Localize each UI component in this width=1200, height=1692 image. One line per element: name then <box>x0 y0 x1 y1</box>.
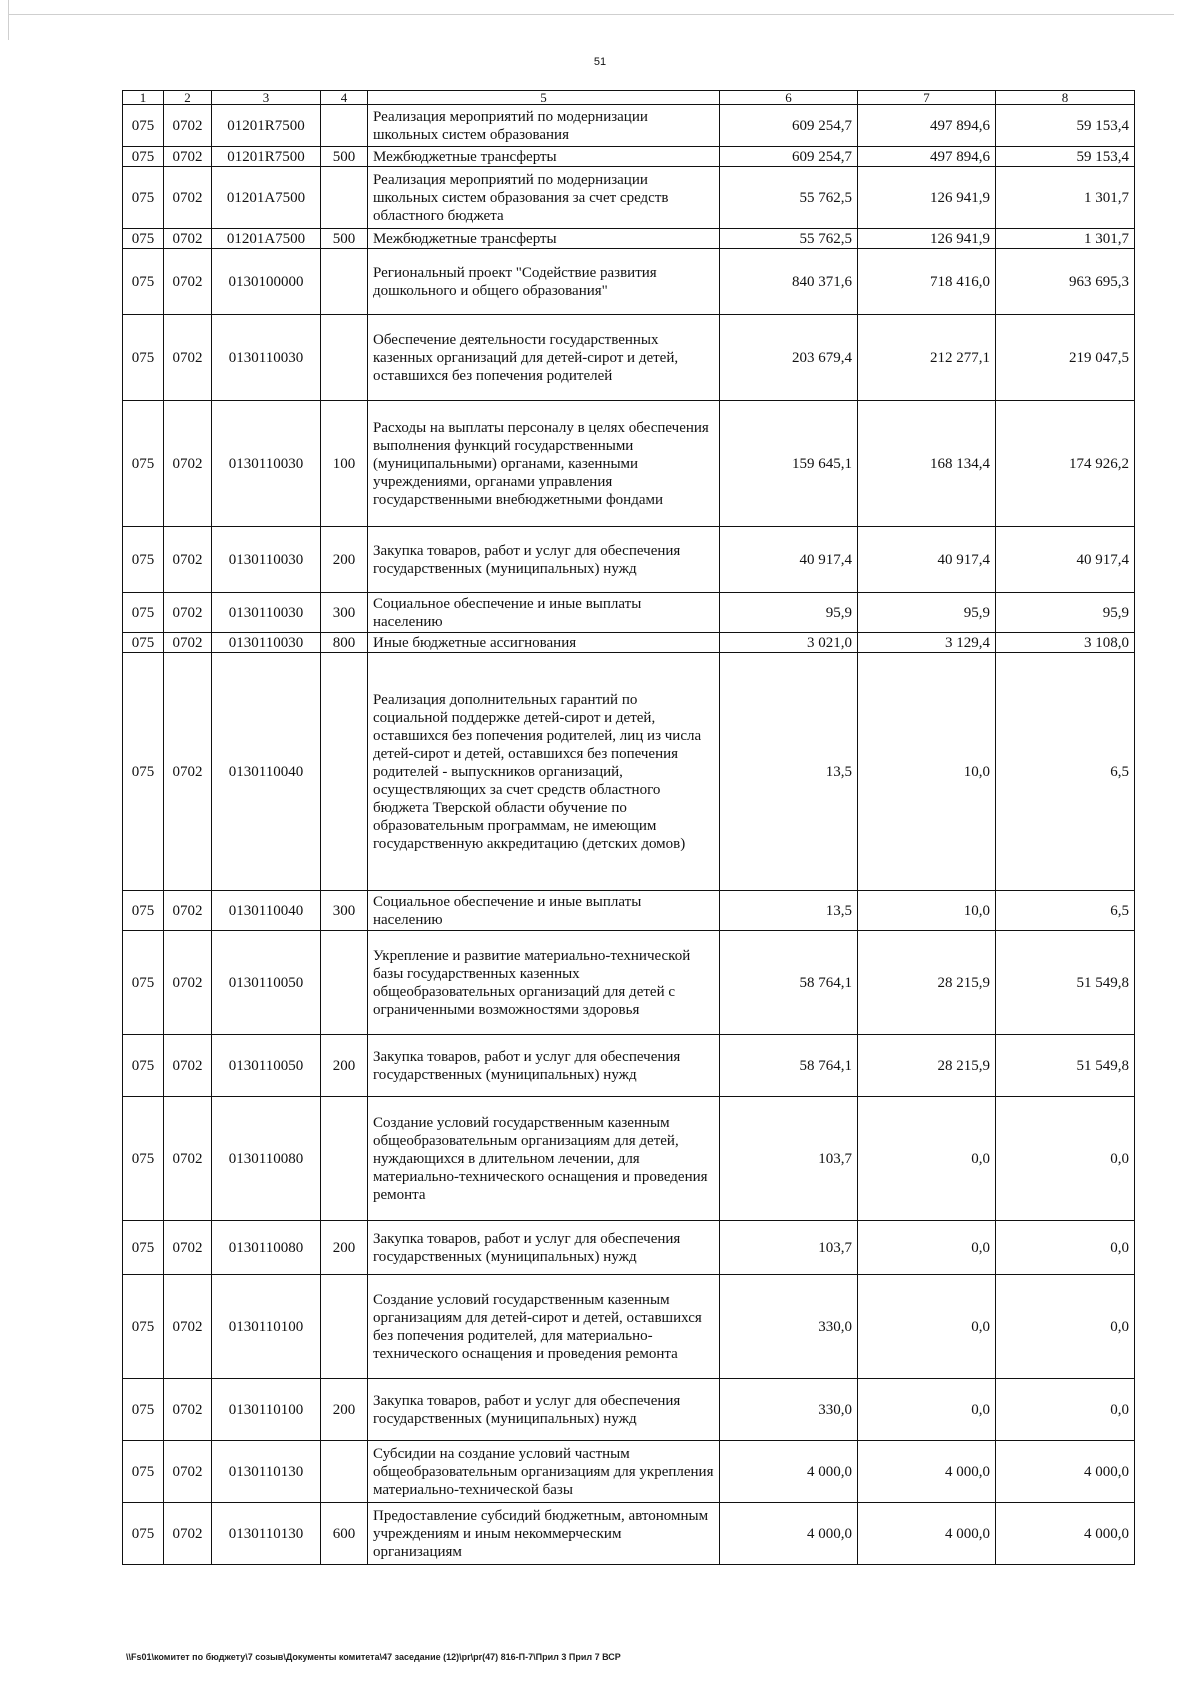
expense-type-code <box>321 1097 368 1221</box>
target-article-code: 0130110080 <box>212 1097 321 1221</box>
table-row <box>123 1035 1135 1097</box>
target-article-code: 0130110100 <box>212 1275 321 1379</box>
amount-year-2: 40 917,4 <box>858 527 996 593</box>
table-row <box>123 167 1135 229</box>
expense-type-code: 500 <box>321 147 368 167</box>
ministry-code: 075 <box>123 1221 164 1275</box>
item-description: Социальное обеспечение и иные выплаты населению <box>368 891 720 931</box>
amount-year-2: 497 894,6 <box>858 147 996 167</box>
target-article-code: 01201R7500 <box>212 105 321 147</box>
ministry-code: 075 <box>123 167 164 229</box>
section-code: 0702 <box>164 1503 212 1565</box>
item-description: Расходы на выплаты персоналу в целях обеспечения выполнения функций государственными (муниципальными) органами, казенными учреждениями, органами управления государственными внебюджетными фондами <box>368 401 720 527</box>
table-row <box>123 1441 1135 1503</box>
amount-year-2: 126 941,9 <box>858 167 996 229</box>
section-code: 0702 <box>164 653 212 891</box>
ministry-code: 075 <box>123 147 164 167</box>
amount-year-1: 55 762,5 <box>720 167 858 229</box>
item-description: Укрепление и развитие материально-технической базы государственных казенных общеобразовательных организаций для детей с ограниченными возможностями здоровья <box>368 931 720 1035</box>
amount-year-3: 51 549,8 <box>996 931 1135 1035</box>
expense-type-code: 600 <box>321 1503 368 1565</box>
target-article-code: 0130110040 <box>212 653 321 891</box>
amount-year-2: 3 129,4 <box>858 633 996 653</box>
expense-type-code: 200 <box>321 1035 368 1097</box>
amount-year-1: 159 645,1 <box>720 401 858 527</box>
amount-year-1: 840 371,6 <box>720 249 858 315</box>
item-description: Субсидии на создание условий частным общеобразовательным организациям для укрепления материально-технической базы <box>368 1441 720 1503</box>
column-header: 6 <box>720 91 858 105</box>
amount-year-3: 0,0 <box>996 1097 1135 1221</box>
column-header: 3 <box>212 91 321 105</box>
section-code: 0702 <box>164 105 212 147</box>
ministry-code: 075 <box>123 1379 164 1441</box>
amount-year-3: 174 926,2 <box>996 401 1135 527</box>
amount-year-1: 609 254,7 <box>720 105 858 147</box>
table-row <box>123 401 1135 527</box>
table-row <box>123 1503 1135 1565</box>
section-code: 0702 <box>164 1221 212 1275</box>
amount-year-1: 13,5 <box>720 891 858 931</box>
table-row <box>123 527 1135 593</box>
amount-year-3: 95,9 <box>996 593 1135 633</box>
expense-type-code <box>321 653 368 891</box>
amount-year-3: 1 301,7 <box>996 167 1135 229</box>
column-header: 1 <box>123 91 164 105</box>
item-description: Реализация дополнительных гарантий по социальной поддержке детей-сирот и детей, оставшихся без попечения родителей, лиц из числа детей-сирот и детей, оставшихся без попечения родителей - выпускников организаций, осуществляющих за счет средств областного бюджета Тверской области обучение по образовательным программам, не имеющим государственную аккредитацию (детских домов) <box>368 653 720 891</box>
item-description: Социальное обеспечение и иные выплаты населению <box>368 593 720 633</box>
expense-type-code: 300 <box>321 891 368 931</box>
amount-year-2: 0,0 <box>858 1275 996 1379</box>
table-row <box>123 931 1135 1035</box>
amount-year-3: 963 695,3 <box>996 249 1135 315</box>
target-article-code: 0130110040 <box>212 891 321 931</box>
expense-type-code <box>321 315 368 401</box>
amount-year-1: 3 021,0 <box>720 633 858 653</box>
amount-year-3: 3 108,0 <box>996 633 1135 653</box>
table-row <box>123 105 1135 147</box>
table-row <box>123 147 1135 167</box>
table-row <box>123 249 1135 315</box>
ministry-code: 075 <box>123 249 164 315</box>
item-description: Закупка товаров, работ и услуг для обеспечения государственных (муниципальных) нужд <box>368 1221 720 1275</box>
expense-type-code <box>321 167 368 229</box>
amount-year-3: 6,5 <box>996 653 1135 891</box>
section-code: 0702 <box>164 633 212 653</box>
amount-year-2: 0,0 <box>858 1221 996 1275</box>
expense-type-code: 500 <box>321 229 368 249</box>
section-code: 0702 <box>164 1035 212 1097</box>
ministry-code: 075 <box>123 105 164 147</box>
amount-year-1: 13,5 <box>720 653 858 891</box>
expense-type-code: 800 <box>321 633 368 653</box>
target-article-code: 0130110080 <box>212 1221 321 1275</box>
budget-table <box>122 90 1135 1565</box>
ministry-code: 075 <box>123 931 164 1035</box>
item-description: Создание условий государственным казенным общеобразовательным организациям для детей, нуждающихся в длительном лечении, для материально-технического оснащения и проведения ремонта <box>368 1097 720 1221</box>
section-code: 0702 <box>164 1379 212 1441</box>
target-article-code: 0130110030 <box>212 633 321 653</box>
item-description: Межбюджетные трансферты <box>368 229 720 249</box>
column-header: 7 <box>858 91 996 105</box>
target-article-code: 01201R7500 <box>212 147 321 167</box>
expense-type-code <box>321 249 368 315</box>
target-article-code: 0130110050 <box>212 931 321 1035</box>
amount-year-2: 28 215,9 <box>858 1035 996 1097</box>
section-code: 0702 <box>164 1097 212 1221</box>
table-row <box>123 633 1135 653</box>
amount-year-3: 4 000,0 <box>996 1441 1135 1503</box>
ministry-code: 075 <box>123 527 164 593</box>
ministry-code: 075 <box>123 1275 164 1379</box>
target-article-code: 0130110050 <box>212 1035 321 1097</box>
item-description: Закупка товаров, работ и услуг для обеспечения государственных (муниципальных) нужд <box>368 1035 720 1097</box>
amount-year-2: 212 277,1 <box>858 315 996 401</box>
ministry-code: 075 <box>123 1503 164 1565</box>
target-article-code: 0130110100 <box>212 1379 321 1441</box>
section-code: 0702 <box>164 891 212 931</box>
amount-year-1: 330,0 <box>720 1379 858 1441</box>
amount-year-2: 126 941,9 <box>858 229 996 249</box>
section-code: 0702 <box>164 593 212 633</box>
target-article-code: 0130110030 <box>212 401 321 527</box>
section-code: 0702 <box>164 249 212 315</box>
table-row <box>123 1275 1135 1379</box>
ministry-code: 075 <box>123 633 164 653</box>
expense-type-code <box>321 1441 368 1503</box>
amount-year-1: 609 254,7 <box>720 147 858 167</box>
section-code: 0702 <box>164 315 212 401</box>
ministry-code: 075 <box>123 229 164 249</box>
amount-year-2: 497 894,6 <box>858 105 996 147</box>
column-header: 8 <box>996 91 1135 105</box>
target-article-code: 01201A7500 <box>212 167 321 229</box>
item-description: Закупка товаров, работ и услуг для обеспечения государственных (муниципальных) нужд <box>368 527 720 593</box>
amount-year-2: 10,0 <box>858 891 996 931</box>
item-description: Обеспечение деятельности государственных казенных организаций для детей-сирот и детей, оставшихся без попечения родителей <box>368 315 720 401</box>
table-row <box>123 1379 1135 1441</box>
item-description: Реализация мероприятий по модернизации школьных систем образования за счет средств областного бюджета <box>368 167 720 229</box>
amount-year-3: 51 549,8 <box>996 1035 1135 1097</box>
table-row <box>123 1097 1135 1221</box>
ministry-code: 075 <box>123 1035 164 1097</box>
expense-type-code <box>321 105 368 147</box>
target-article-code: 0130110130 <box>212 1441 321 1503</box>
amount-year-3: 219 047,5 <box>996 315 1135 401</box>
section-code: 0702 <box>164 527 212 593</box>
ministry-code: 075 <box>123 653 164 891</box>
target-article-code: 01201A7500 <box>212 229 321 249</box>
expense-type-code: 200 <box>321 527 368 593</box>
item-description: Региональный проект "Содействие развития дошкольного и общего образования" <box>368 249 720 315</box>
section-code: 0702 <box>164 401 212 527</box>
section-code: 0702 <box>164 147 212 167</box>
amount-year-1: 55 762,5 <box>720 229 858 249</box>
item-description: Предоставление субсидий бюджетным, автономным учреждениям и иным некоммерческим организациям <box>368 1503 720 1565</box>
ministry-code: 075 <box>123 315 164 401</box>
section-code: 0702 <box>164 1275 212 1379</box>
amount-year-2: 95,9 <box>858 593 996 633</box>
item-description: Иные бюджетные ассигнования <box>368 633 720 653</box>
section-code: 0702 <box>164 1441 212 1503</box>
section-code: 0702 <box>164 167 212 229</box>
table-row <box>123 653 1135 891</box>
ministry-code: 075 <box>123 891 164 931</box>
amount-year-1: 103,7 <box>720 1221 858 1275</box>
item-description: Создание условий государственным казенным организациям для детей-сирот и детей, оставшихся без попечения родителей, для материально-технического оснащения и проведения ремонта <box>368 1275 720 1379</box>
table-row <box>123 593 1135 633</box>
target-article-code: 0130110030 <box>212 527 321 593</box>
ministry-code: 075 <box>123 593 164 633</box>
target-article-code: 0130110130 <box>212 1503 321 1565</box>
header-row <box>123 91 1135 105</box>
page-edge-line <box>8 14 1174 15</box>
expense-type-code: 300 <box>321 593 368 633</box>
amount-year-2: 4 000,0 <box>858 1441 996 1503</box>
item-description: Реализация мероприятий по модернизации школьных систем образования <box>368 105 720 147</box>
expense-type-code <box>321 931 368 1035</box>
column-header: 2 <box>164 91 212 105</box>
amount-year-3: 0,0 <box>996 1221 1135 1275</box>
page-number: 51 <box>593 56 607 68</box>
target-article-code: 0130100000 <box>212 249 321 315</box>
amount-year-1: 58 764,1 <box>720 1035 858 1097</box>
column-header: 5 <box>368 91 720 105</box>
amount-year-2: 0,0 <box>858 1379 996 1441</box>
amount-year-1: 58 764,1 <box>720 931 858 1035</box>
amount-year-1: 330,0 <box>720 1275 858 1379</box>
target-article-code: 0130110030 <box>212 315 321 401</box>
amount-year-3: 6,5 <box>996 891 1135 931</box>
amount-year-3: 4 000,0 <box>996 1503 1135 1565</box>
amount-year-3: 59 153,4 <box>996 105 1135 147</box>
table-row <box>123 315 1135 401</box>
amount-year-1: 103,7 <box>720 1097 858 1221</box>
ministry-code: 075 <box>123 1097 164 1221</box>
item-description: Межбюджетные трансферты <box>368 147 720 167</box>
expense-type-code: 200 <box>321 1379 368 1441</box>
section-code: 0702 <box>164 931 212 1035</box>
amount-year-3: 0,0 <box>996 1275 1135 1379</box>
amount-year-3: 59 153,4 <box>996 147 1135 167</box>
expense-type-code <box>321 1275 368 1379</box>
ministry-code: 075 <box>123 401 164 527</box>
amount-year-2: 168 134,4 <box>858 401 996 527</box>
file-path-footer: \\Fs01\комитет по бюджету\7 созыв\Документы комитета\47 заседание (12)\pr\pr(47) 816-П-7\Прил 3 Прил 7 ВСР <box>126 1652 621 1662</box>
amount-year-2: 0,0 <box>858 1097 996 1221</box>
table-row <box>123 1221 1135 1275</box>
amount-year-1: 4 000,0 <box>720 1441 858 1503</box>
amount-year-2: 718 416,0 <box>858 249 996 315</box>
column-header: 4 <box>321 91 368 105</box>
target-article-code: 0130110030 <box>212 593 321 633</box>
ministry-code: 075 <box>123 1441 164 1503</box>
amount-year-3: 1 301,7 <box>996 229 1135 249</box>
amount-year-3: 40 917,4 <box>996 527 1135 593</box>
page-edge-line <box>8 0 9 40</box>
amount-year-1: 4 000,0 <box>720 1503 858 1565</box>
section-code: 0702 <box>164 229 212 249</box>
table-row <box>123 229 1135 249</box>
amount-year-1: 95,9 <box>720 593 858 633</box>
item-description: Закупка товаров, работ и услуг для обеспечения государственных (муниципальных) нужд <box>368 1379 720 1441</box>
amount-year-3: 0,0 <box>996 1379 1135 1441</box>
table-row <box>123 891 1135 931</box>
expense-type-code: 200 <box>321 1221 368 1275</box>
amount-year-1: 203 679,4 <box>720 315 858 401</box>
expense-type-code: 100 <box>321 401 368 527</box>
amount-year-1: 40 917,4 <box>720 527 858 593</box>
amount-year-2: 10,0 <box>858 653 996 891</box>
amount-year-2: 4 000,0 <box>858 1503 996 1565</box>
amount-year-2: 28 215,9 <box>858 931 996 1035</box>
